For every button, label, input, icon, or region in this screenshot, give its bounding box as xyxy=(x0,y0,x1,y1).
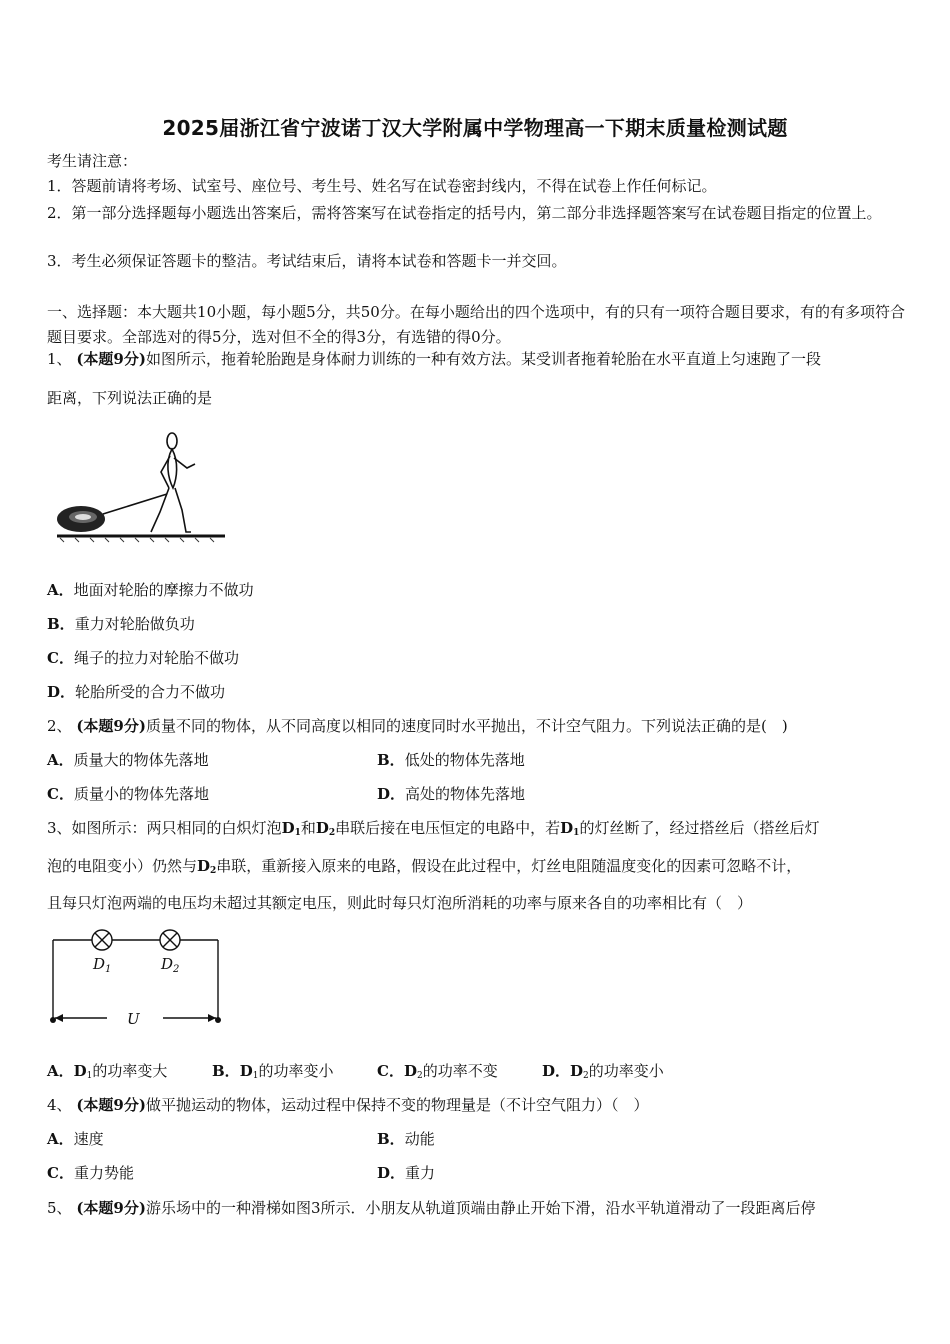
q3-text: 的灯丝断了，经过搭丝后（搭丝后灯 xyxy=(579,819,820,837)
q3-text: 泡的电阻变小）仍然与 xyxy=(47,857,198,875)
option-text: 重力 xyxy=(405,1164,436,1182)
tire-dragging-figure xyxy=(55,428,230,543)
bulb-letter: D xyxy=(281,819,295,837)
q3-text: 串联后接在电压恒定的电路中，若 xyxy=(335,819,561,837)
bulb-letter: D xyxy=(315,819,329,837)
option-text: 重力对轮胎做负功 xyxy=(74,615,195,633)
q4-stem-text: 做平抛运动的物体，运动过程中保持不变的物理量是（不计空气阻力）（ ） xyxy=(145,1096,649,1114)
q3-option-c xyxy=(377,1061,498,1086)
q2-option-d xyxy=(377,784,525,804)
bulb-subscript: 1 xyxy=(294,828,301,838)
q3-text: 串联，重新接入原来的电路，假设在此过程中，灯丝电阻随温度变化的因素可忽略不计， xyxy=(216,857,802,875)
q3-number: 3、 xyxy=(47,819,72,837)
q2-option-c xyxy=(47,784,209,804)
q1-option-a xyxy=(47,580,254,600)
q5-stem xyxy=(47,1198,816,1218)
q5-number: 5、 xyxy=(47,1199,72,1217)
bulb-letter: D xyxy=(197,857,211,875)
circuit-diagram xyxy=(45,928,230,1030)
option-subscript: 2 xyxy=(416,1071,423,1081)
option-letter: B． xyxy=(47,615,75,633)
option-subscript: 1 xyxy=(252,1071,259,1081)
option-symbol: D xyxy=(239,1062,253,1080)
option-letter: C． xyxy=(47,649,74,667)
option-letter: A． xyxy=(47,751,74,769)
bulb-label xyxy=(316,819,335,837)
option-text: 低处的物体先落地 xyxy=(404,751,525,769)
option-letter: A． xyxy=(47,1062,74,1080)
option-text: 重力势能 xyxy=(73,1164,134,1182)
option-letter: A． xyxy=(47,581,74,599)
option-letter: C． xyxy=(47,785,74,803)
option-letter: D． xyxy=(47,683,76,701)
q4-option-b xyxy=(377,1129,435,1149)
page-title: 2025届浙江省宁波诺丁汉大学附属中学物理高一下期末质量检测试题 xyxy=(162,116,788,140)
notice-item-3: 3．考生必须保证答题卡的整洁。考试结束后，请将本试卷和答题卡一并交回。 xyxy=(47,252,567,270)
q2-score: (本题9分) xyxy=(76,717,146,735)
option-symbol: D xyxy=(73,1062,87,1080)
notice-item-1: 1．答题前请将考场、试室号、座位号、考生号、姓名写在试卷密封线内，不得在试卷上作任何标记。 xyxy=(47,177,717,195)
bulb-d1-label: $D_1$ xyxy=(93,955,112,975)
q1-stem-line2: 距离，下列说法正确的是 xyxy=(47,389,213,407)
q3-option-a xyxy=(47,1061,167,1086)
option-letter: B． xyxy=(377,751,405,769)
option-letter: A． xyxy=(47,1130,74,1148)
q4-option-d xyxy=(377,1163,435,1183)
q1-number: 1、 xyxy=(47,350,72,368)
q3-option-d xyxy=(542,1061,664,1086)
option-text: 轮胎所受的合力不做功 xyxy=(75,683,226,701)
q3-text: 如图所示：两只相同的白炽灯泡 xyxy=(71,819,282,837)
option-text: 绳子的拉力对轮胎不做功 xyxy=(73,649,239,667)
option-letter: D． xyxy=(542,1062,571,1080)
option-letter: C． xyxy=(47,1164,74,1182)
bulb-subscript: 1 xyxy=(573,828,580,838)
option-text: 的功率不变 xyxy=(422,1062,498,1080)
q5-score: (本题9分) xyxy=(76,1199,146,1217)
option-text: 的功率变大 xyxy=(92,1062,168,1080)
q1-stem-line1: 如图所示，拖着轮胎跑是身体耐力训练的一种有效方法。某受训者拖着轮胎在水平直道上匀速跑了一段 xyxy=(145,350,821,368)
q1-option-d xyxy=(47,682,225,702)
q1-score: (本题9分) xyxy=(76,350,146,368)
bulb-d2-label: $D_2$ xyxy=(161,955,180,975)
q4-stem xyxy=(47,1095,648,1115)
q3-option-b xyxy=(212,1061,333,1086)
q2-stem xyxy=(47,716,788,736)
option-text: 质量小的物体先落地 xyxy=(73,785,209,803)
bulb-label xyxy=(282,819,301,837)
option-letter: B． xyxy=(377,1130,405,1148)
option-subscript: 1 xyxy=(86,1071,93,1081)
q2-option-a xyxy=(47,750,209,770)
section-heading: 一、选择题：本大题共10小题，每小题5分，共50分。在每小题给出的四个选项中，有的只有一项符合题目要求，有的有多项符合题目要求。全部选对的得5分，选对但不全的得3分，有选错的得0分。 xyxy=(47,303,905,346)
notice-item-2: 2．第一部分选择题每小题选出答案后，需将答案写在试卷指定的括号内，第二部分非选择题答案写在试卷题目指定的位置上。 xyxy=(47,204,882,222)
bulb-label xyxy=(560,819,579,837)
q4-score: (本题9分) xyxy=(76,1096,146,1114)
option-text: 的功率变小 xyxy=(258,1062,334,1080)
q4-number: 4、 xyxy=(47,1096,72,1114)
bulb-subscript: 2 xyxy=(210,866,217,876)
option-text: 动能 xyxy=(404,1130,435,1148)
option-text: 质量大的物体先落地 xyxy=(73,751,209,769)
option-letter: B． xyxy=(212,1062,240,1080)
option-symbol: D xyxy=(570,1062,584,1080)
bulb-subscript: 2 xyxy=(328,828,336,838)
q2-number: 2、 xyxy=(47,717,72,735)
q2-option-b xyxy=(377,750,525,770)
option-letter: C． xyxy=(377,1062,404,1080)
option-text: 的功率变小 xyxy=(588,1062,664,1080)
q1-option-c xyxy=(47,648,239,668)
q1-stem xyxy=(47,349,821,369)
q4-option-a xyxy=(47,1129,104,1149)
q1-option-b xyxy=(47,614,195,634)
q3-stem-line3: 且每只灯泡两端的电压均未超过其额定电压，则此时每只灯泡所消耗的功率与原来各自的功率相比有（ ） xyxy=(47,894,753,912)
q3-text: 和 xyxy=(300,819,316,837)
voltage-label: U xyxy=(127,1010,140,1028)
notice-heading: 考生请注意： xyxy=(47,152,138,170)
q5-stem-text: 游乐场中的一种滑梯如图3所示．小朋友从轨道顶端由静止开始下滑，沿水平轨道滑动了一段距离后停 xyxy=(145,1199,816,1217)
option-text: 高处的物体先落地 xyxy=(405,785,526,803)
option-letter: D． xyxy=(377,1164,406,1182)
q3-stem-line1 xyxy=(47,818,819,843)
option-letter: D． xyxy=(377,785,406,803)
bulb-letter: D xyxy=(560,819,574,837)
bulb-label xyxy=(197,857,216,875)
q2-stem-text: 质量不同的物体，从不同高度以相同的速度同时水平抛出，不计空气阻力。下列说法正确的是( ) xyxy=(145,717,788,735)
q4-option-c xyxy=(47,1163,134,1183)
option-text: 地面对轮胎的摩擦力不做功 xyxy=(73,581,254,599)
q3-stem-line2 xyxy=(47,856,801,881)
option-subscript: 2 xyxy=(583,1071,589,1081)
option-symbol: D xyxy=(403,1062,417,1080)
option-text: 速度 xyxy=(73,1130,104,1148)
